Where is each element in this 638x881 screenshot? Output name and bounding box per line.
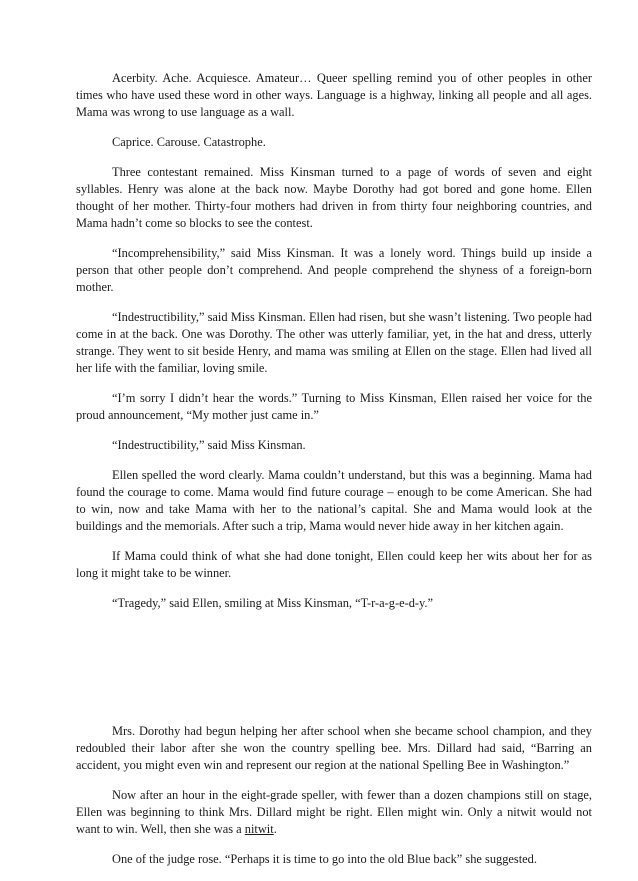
paragraph-nitwit (76, 787, 592, 838)
underlined-word: nitwit (244, 822, 274, 836)
paragraph: If Mama could think of what she had done tonight, Ellen could keep her wits about her for as long it might take to be winner. (76, 549, 592, 580)
paragraph: “I’m sorry I didn’t hear the words.” Turning to Miss Kinsman, Ellen raised her voice for the proud announcement, “My mother just came in.” (76, 391, 592, 422)
paragraph: Three contestant remained. Miss Kinsman turned to a page of words of seven and eight syllables. Henry was alone at the back now. Maybe Dorothy had got bored and gone home. Ellen thought of her mother. Thirty-four mothers had driven in from thirty four neighboring countries, and Mama hadn’t come so blocks to see the contest. (76, 165, 592, 230)
paragraph-text-end: . (273, 822, 277, 836)
paragraph: “Indestructibility,” said Miss Kinsman. (112, 438, 306, 452)
document-page (76, 70, 592, 881)
paragraph: Caprice. Carouse. Catastrophe. (112, 135, 266, 149)
paragraph: Mrs. Dorothy had begun helping her after school when she became school champion, and they redoubled their labor after she won the country spelling bee. Mrs. Dillard had said, “Barring an accident, you might even win and represent our region at the national Spelling Bee in Washington.” (76, 724, 592, 772)
paragraph-last: One of the judge rose. “Perhaps it is time to go into the old Blue back” she suggested. (112, 852, 537, 866)
paragraph: Acerbity. Ache. Acquiesce. Amateur… Queer spelling remind you of other peoples in other times who have used these word in other ways. Language is a highway, linking all people and all ages. Mama was wrong to use language as a wall. (76, 71, 592, 119)
paragraph: “Tragedy,” said Ellen, smiling at Miss Kinsman, “T-r-a-g-e-d-y.” (112, 596, 434, 610)
paragraph-text: Now after an hour in the eight-grade speller, with fewer than a dozen champions still on stage, Ellen was beginning to think Mrs. Dillard might be right. Ellen might win. Only a nitwit would not want to win. Well, then she was a (76, 788, 592, 836)
paragraph: “Indestructibility,” said Miss Kinsman. Ellen had risen, but she wasn’t listening. Two people had come in at the back. One was Dorothy. The other was utterly familiar, yet, in the hat and dress, utterly strange. They went to sit beside Henry, and mama was smiling at Ellen on the stage. Ellen had lived all her life with the familiar, loving smile. (76, 310, 592, 375)
section-gap (76, 625, 592, 723)
paragraph: Ellen spelled the word clearly. Mama couldn’t understand, but this was a beginning. Mama had found the courage to come. Mama would find future courage – enough to be come American. She had to win, now and take Mama with her to the national’s capital. She and Mama would look at the buildings and the memorials. After such a trip, Mama would never hide away in her kitchen again. (76, 468, 592, 533)
paragraph: “Incomprehensibility,” said Miss Kinsman. It was a lonely word. Things build up inside a person that other people don’t comprehend. And people comprehend the shyness of a foreign-born mother. (76, 246, 592, 294)
